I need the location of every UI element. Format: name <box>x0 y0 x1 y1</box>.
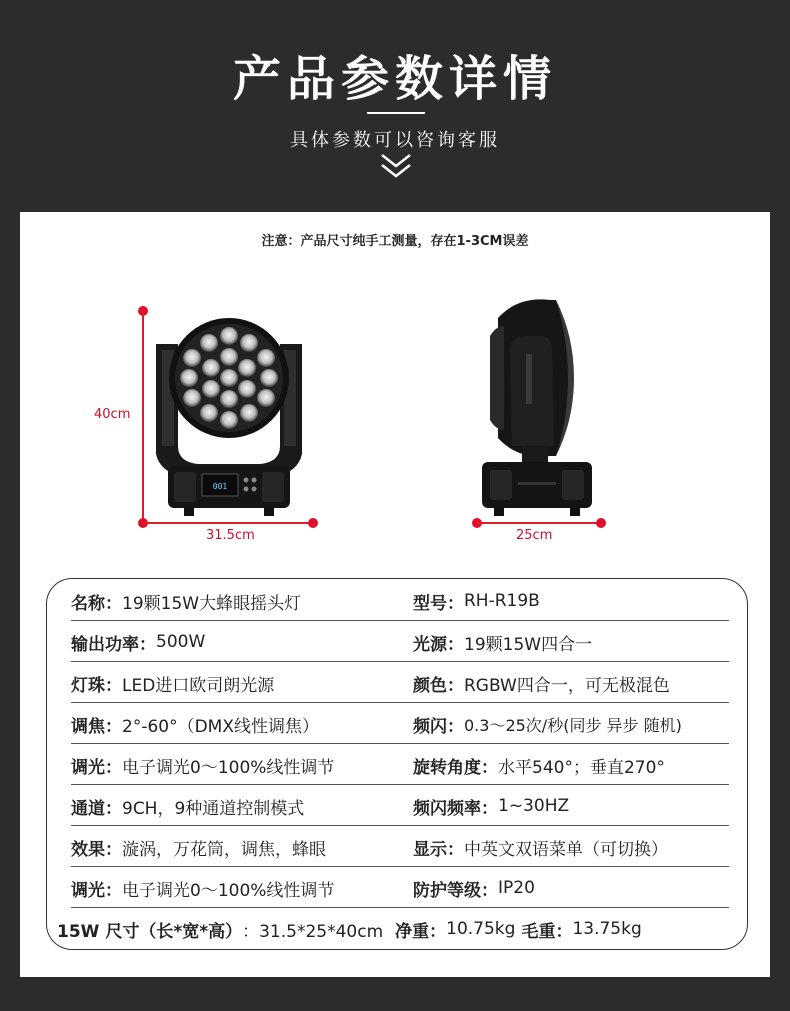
spec-value: 2°-60°（DMX线性调焦） <box>122 716 319 737</box>
side-view-product-image <box>470 296 602 518</box>
depth-label: 25cm <box>516 528 553 543</box>
spec-value: 电子调光0～100%线性调节 <box>122 757 335 778</box>
table-row <box>71 827 729 867</box>
size-label: 15W 尺寸（长*宽*高） <box>57 921 243 942</box>
table-row <box>71 622 729 662</box>
spec-label: 名称： <box>71 593 122 614</box>
spec-label: 颜色： <box>413 675 464 696</box>
gross-weight-label: 毛重： <box>521 921 573 942</box>
spec-value: 19颗15W大蜂眼摇头灯 <box>122 593 302 614</box>
spec-label: 光源： <box>413 634 464 655</box>
title-divider <box>367 112 425 114</box>
spec-label: 调光： <box>71 757 122 778</box>
spec-value: RH-R19B <box>464 591 540 611</box>
header <box>0 0 790 212</box>
spec-label: 防护等级： <box>413 880 498 901</box>
gross-weight-value: 13.75kg <box>572 919 642 939</box>
spec-value: 1~30HZ <box>498 796 570 816</box>
spec-label: 输出功率： <box>71 634 156 655</box>
spec-label: 效果： <box>71 839 122 860</box>
width-dimension-line <box>143 522 312 524</box>
spec-value: 9CH，9种通道控制模式 <box>122 798 305 819</box>
spec-value: 电子调光0～100%线性调节 <box>122 880 335 901</box>
page-subtitle: 具体参数可以咨询客服 <box>290 130 500 151</box>
spec-label: 调焦： <box>71 716 122 737</box>
dimension-dot <box>596 518 606 528</box>
table-row <box>71 581 729 621</box>
width-label: 31.5cm <box>206 528 255 543</box>
front-view-product-image <box>148 296 310 518</box>
table-row <box>71 663 729 703</box>
size-value: ：31.5*25*40cm <box>242 921 384 942</box>
spec-label: 频闪： <box>413 716 464 737</box>
double-chevron-down-icon <box>380 152 412 180</box>
display-readout: 001 <box>212 482 228 491</box>
height-label: 40cm <box>94 407 131 422</box>
spec-label: 型号： <box>413 593 464 614</box>
spec-value: 500W <box>156 632 206 652</box>
spec-label: 显示： <box>413 839 464 860</box>
depth-dimension-line <box>477 522 601 524</box>
dimension-dot <box>308 518 318 528</box>
spec-value: LED进口欧司朗光源 <box>122 675 275 696</box>
spec-label: 频闪频率： <box>413 798 498 819</box>
spec-table <box>46 578 748 950</box>
table-row <box>71 745 729 785</box>
spec-label: 旋转角度： <box>413 757 498 778</box>
page-title: 产品参数详情 <box>232 51 557 107</box>
net-weight-value: 10.75kg <box>446 919 516 939</box>
net-weight-label: 净重： <box>395 921 447 942</box>
spec-label: 灯珠： <box>71 675 122 696</box>
content-panel <box>20 212 770 977</box>
spec-value: 19颗15W四合一 <box>464 634 593 655</box>
spec-value: 水平540°；垂直270° <box>498 757 665 778</box>
spec-value: RGBW四合一，可无极混色 <box>464 675 670 696</box>
spec-value: 0.3～25次/秒(同步 异步 随机) <box>464 715 682 735</box>
table-row <box>71 868 729 908</box>
table-row <box>71 786 729 826</box>
spec-value: IP20 <box>498 878 535 898</box>
spec-value: 漩涡，万花筒，调焦，蜂眼 <box>122 839 326 860</box>
spec-value: 中英文双语菜单（可切换） <box>464 839 668 860</box>
size-weight-row <box>57 909 747 949</box>
measurement-notice: 注意：产品尺寸纯手工测量，存在1-3CM误差 <box>261 234 529 249</box>
table-row <box>71 704 729 744</box>
spec-label: 通道： <box>71 798 122 819</box>
height-dimension-line <box>142 311 144 522</box>
spec-label: 调光： <box>71 880 122 901</box>
